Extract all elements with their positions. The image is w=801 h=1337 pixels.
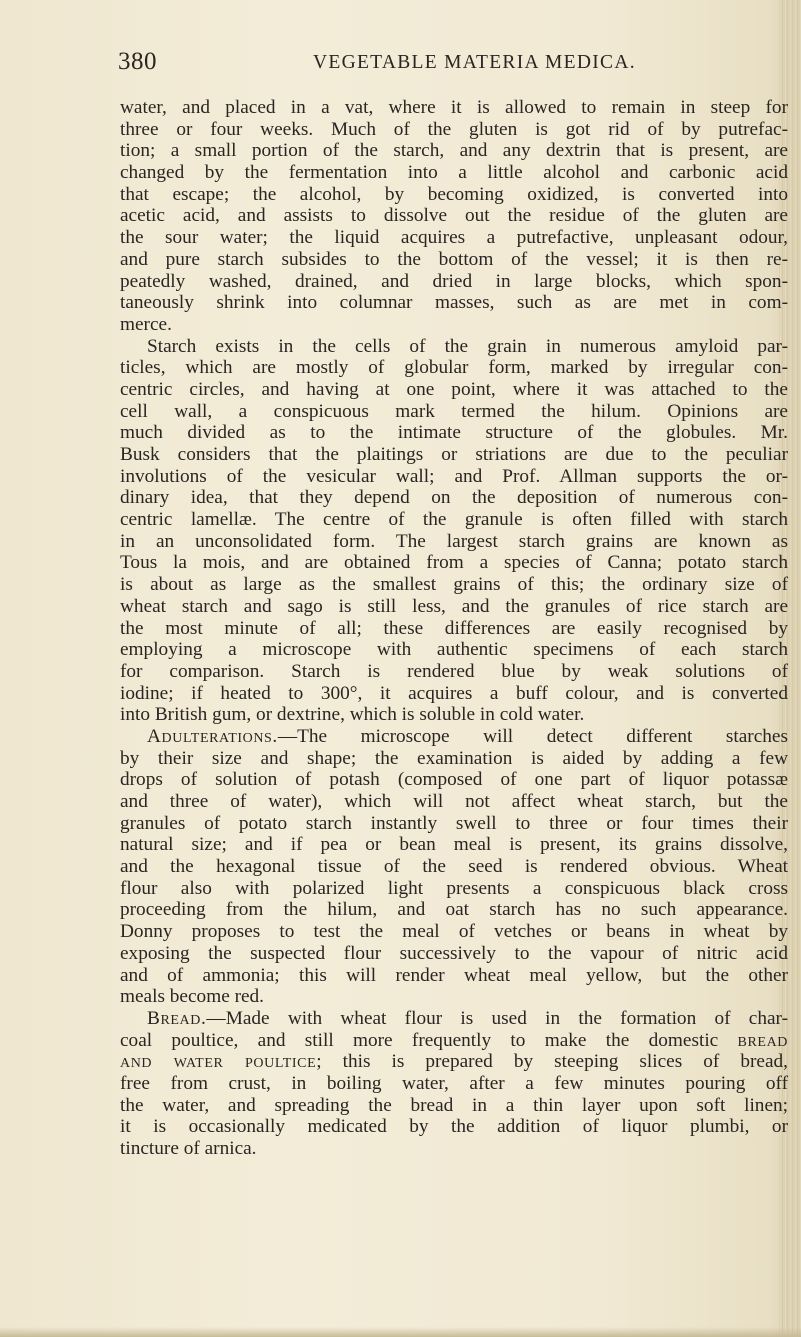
line-text: drops of solution of potash (composed of one part of liquor potassæ	[120, 769, 788, 791]
line-text: it is occasionally medicated by the addition of liquor plumbi, or	[120, 1116, 788, 1138]
text-line	[120, 661, 788, 683]
line-text: peatedly washed, drained, and dried in large blocks, which spon-	[120, 270, 788, 292]
line-text: —The microscope will detect different starches	[277, 725, 788, 747]
text-line	[120, 336, 788, 358]
text-line	[120, 1008, 788, 1030]
line-text: changed by the fermentation into a little alcohol and carbonic acid	[120, 162, 788, 184]
text-line	[120, 487, 788, 509]
text-line	[120, 184, 788, 206]
text-line	[120, 921, 788, 943]
line-text: wheat starch and sago is still less, and the granules of rice starch are	[120, 595, 788, 617]
line-text: —Made with wheat flour is used in the formation of char-	[206, 1007, 788, 1029]
line-text: water, and placed in a vat, where it is allowed to remain in steep for	[120, 97, 788, 118]
text-line	[120, 943, 788, 965]
line-text: into British gum, or dextrine, which is soluble in cold water.	[120, 704, 585, 726]
text-line	[120, 205, 788, 227]
text-line	[120, 1051, 788, 1073]
line-text: iodine; if heated to 300°, it acquires a buff colour, and is converted	[120, 682, 788, 704]
text-line	[120, 574, 788, 596]
page-header	[118, 48, 788, 78]
text-line	[120, 965, 788, 987]
text-line	[120, 509, 788, 531]
line-text: centric lamellæ. The centre of the granule is often filled with starch	[120, 509, 788, 531]
text-line	[120, 227, 788, 249]
line-text: free from crust, in boiling water, after a few minutes pouring off	[120, 1072, 788, 1094]
line-text: is about as large as the smallest grains of this; the ordinary size of	[120, 574, 788, 596]
small-caps-term: bread	[737, 1029, 788, 1051]
text-line	[120, 834, 788, 856]
small-caps-heading: Bread.	[147, 1007, 207, 1029]
line-text: flour also with polarized light presents a conspicuous black cross	[120, 877, 788, 899]
page-bottom-shadow	[0, 1327, 801, 1337]
text-line	[120, 552, 788, 574]
text-line	[120, 97, 788, 119]
text-line	[120, 162, 788, 184]
text-line	[120, 1030, 788, 1052]
line-text: natural size; and if pea or bean meal is present, its grains dissolve,	[120, 834, 788, 856]
text-line	[120, 379, 788, 401]
text-line	[120, 639, 788, 661]
line-text: meals become red.	[120, 986, 265, 1008]
line-text: in an unconsolidated form. The largest starch grains are known as	[120, 530, 788, 552]
text-line	[120, 1095, 788, 1117]
line-text: the water, and spreading the bread in a thin layer upon soft linen;	[120, 1094, 788, 1116]
body-text	[120, 97, 788, 1160]
text-line	[120, 1138, 788, 1160]
text-line	[120, 748, 788, 770]
line-text: much divided as to the intimate structure of the globules. Mr.	[120, 422, 788, 444]
text-line	[120, 357, 788, 379]
line-text: Busk considers that the plaitings or striations are due to the peculiar	[120, 444, 788, 465]
text-line	[120, 856, 788, 878]
text-line	[120, 899, 788, 921]
line-text: and three of water), which will not affect wheat starch, but the	[120, 791, 788, 812]
text-line	[120, 878, 788, 900]
line-text: taneously shrink into columnar masses, such as are met in com-	[120, 292, 788, 314]
text-line	[120, 596, 788, 618]
text-line	[120, 466, 788, 488]
text-line	[120, 813, 788, 835]
text-line	[120, 986, 788, 1008]
line-text: Tous la mois, and are obtained from a species of Canna; potato starch	[120, 552, 788, 574]
text-line	[120, 618, 788, 640]
text-line	[120, 140, 788, 162]
line-text: the sour water; the liquid acquires a putrefactive, unpleasant odour,	[120, 227, 788, 249]
line-text: and the hexagonal tissue of the seed is rendered obvious. Wheat	[120, 856, 788, 878]
running-head: VEGETABLE MATERIA MEDICA.	[313, 52, 636, 73]
line-text: exposing the suspected flour successively to the vapour of nitric acid	[120, 942, 788, 964]
text-line	[120, 119, 788, 141]
line-text: tion; a small portion of the starch, and any dextrin that is present, are	[120, 140, 788, 162]
line-text: employing a microscope with authentic specimens of each starch	[120, 639, 788, 661]
line-text: coal poultice, and still more frequently to make the domestic	[120, 1029, 738, 1051]
line-text: for comparison. Starch is rendered blue by weak solutions of	[120, 660, 788, 682]
line-text: Donny proposes to test the meal of vetches or beans in wheat by	[120, 921, 788, 943]
text-line	[120, 1073, 788, 1095]
line-text: and of ammonia; this will render wheat meal yellow, but the other	[120, 964, 788, 986]
text-line	[120, 422, 788, 444]
line-text: Starch exists in the cells of the grain in numerous amyloid par-	[147, 335, 788, 357]
line-text: tincture of arnica.	[120, 1138, 257, 1159]
text-line	[120, 726, 788, 748]
line-text: three or four weeks. Much of the gluten is got rid of by putrefac-	[120, 118, 788, 140]
text-line	[120, 791, 788, 813]
page-number: 380	[118, 48, 157, 75]
text-line	[120, 1116, 788, 1138]
text-line	[120, 292, 788, 314]
line-text: proceeding from the hilum, and oat starch has no such appearance.	[120, 899, 788, 921]
line-text: acetic acid, and assists to dissolve out the residue of the gluten are	[120, 205, 788, 227]
line-text: dinary idea, that they depend on the deposition of numerous con-	[120, 487, 788, 509]
text-line	[120, 401, 788, 423]
text-line	[120, 271, 788, 293]
text-line	[120, 769, 788, 791]
line-text: merce.	[120, 313, 172, 335]
line-text: involutions of the vesicular wall; and Prof. Allman supports the or-	[120, 465, 788, 487]
small-caps-heading: and water poultice	[120, 1051, 317, 1073]
text-line	[120, 531, 788, 553]
line-text: ; this is prepared by steeping slices of bread,	[316, 1051, 788, 1073]
line-text: granules of potato starch instantly swell to three or four times their	[120, 812, 788, 834]
line-text: ticles, which are mostly of globular form, marked by irregular con-	[120, 357, 788, 379]
line-text: centric circles, and having at one point, where it was attached to the	[120, 378, 788, 400]
line-text: the most minute of all; these differences are easily recognised by	[120, 617, 788, 639]
line-text: and pure starch subsides to the bottom of the vessel; it is then re-	[120, 248, 788, 270]
text-line	[120, 704, 788, 726]
text-line	[120, 444, 788, 466]
line-text: cell wall, a conspicuous mark termed the hilum. Opinions are	[120, 400, 788, 422]
text-line	[120, 314, 788, 336]
small-caps-heading: Adulterations.	[147, 725, 278, 747]
text-line	[120, 683, 788, 705]
line-text: by their size and shape; the examination is aided by adding a few	[120, 747, 788, 769]
line-text: that escape; the alcohol, by becoming oxidized, is converted into	[120, 183, 788, 205]
text-line	[120, 249, 788, 271]
